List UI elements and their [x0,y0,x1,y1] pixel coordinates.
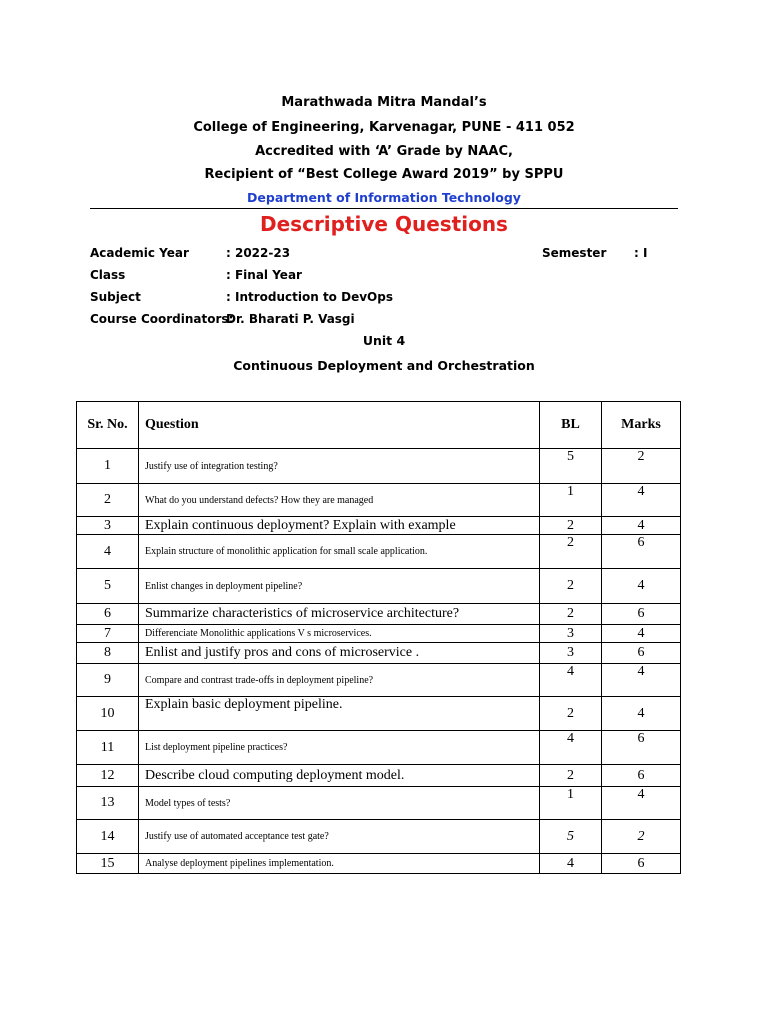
row-question: Explain structure of monolithic application for small scale application. [139,535,540,569]
row-sr: 9 [77,664,139,697]
row-bl: 2 [540,697,602,731]
table-row [77,625,681,643]
row-bl: 2 [540,765,602,787]
subject-label: Subject [90,290,141,304]
row-marks: 2 [602,449,681,484]
unit-number: Unit 4 [362,333,406,348]
row-sr: 5 [77,569,139,604]
row-bl: 2 [540,517,602,535]
coordinator-value: Dr. Bharati P. Vasgi [226,312,355,326]
header-divider [90,208,678,209]
class-label: Class [90,268,126,282]
row-bl: 1 [540,484,602,517]
row-marks: 4 [602,697,681,731]
column-header-question: Question [139,402,540,449]
row-question: What do you understand defects? How they are managed [139,484,540,517]
row-marks: 6 [602,643,681,664]
header-line-1: Marathwada Mitra Mandal’s [281,95,487,110]
academic-year-label: Academic Year [90,246,189,260]
row-bl: 2 [540,535,602,569]
table-row [77,854,681,874]
row-question: Summarize characteristics of microservice architecture? [139,604,540,625]
row-marks: 4 [602,625,681,643]
row-marks: 4 [602,569,681,604]
row-question: Describe cloud computing deployment model. [139,765,540,787]
page-title: Descriptive Questions [260,212,508,236]
table-row [77,449,681,484]
row-sr: 10 [77,697,139,731]
row-sr: 15 [77,854,139,874]
row-sr: 14 [77,820,139,854]
semester-label: Semester [542,246,607,260]
row-sr: 4 [77,535,139,569]
row-bl: 1 [540,787,602,820]
row-sr: 3 [77,517,139,535]
class-value: : Final Year [226,268,302,282]
row-sr: 12 [77,765,139,787]
header-line-3: Accredited with ‘A’ Grade by NAAC, [255,144,513,159]
table-row [77,535,681,569]
row-sr: 7 [77,625,139,643]
row-sr: 2 [77,484,139,517]
row-question: Enlist and justify pros and cons of microservice . [139,643,540,664]
table-row [77,643,681,664]
table-row [77,731,681,765]
row-marks: 4 [602,517,681,535]
column-header-bl: BL [540,402,602,449]
row-bl: 3 [540,643,602,664]
header-line-2: College of Engineering, Karvenagar, PUNE - 411 052 [193,120,575,135]
row-question: Justify use of integration testing? [139,449,540,484]
table-row [77,604,681,625]
column-header-marks: Marks [602,402,681,449]
row-marks: 4 [602,664,681,697]
row-question: Model types of tests? [139,787,540,820]
row-sr: 1 [77,449,139,484]
row-question: Differenciate Monolithic applications V s microservices. [139,625,540,643]
academic-year-value: : 2022-23 [226,246,291,260]
row-marks: 4 [602,484,681,517]
row-bl: 2 [540,569,602,604]
row-marks: 6 [602,731,681,765]
row-marks: 6 [602,535,681,569]
table-row [77,664,681,697]
row-bl: 5 [540,449,602,484]
row-bl: 4 [540,731,602,765]
table-row [77,820,681,854]
row-sr: 11 [77,731,139,765]
header-line-4: Recipient of “Best College Award 2019” by SPPU [204,167,564,182]
row-question: Explain basic deployment pipeline. [139,697,540,731]
row-question: Compare and contrast trade-offs in deployment pipeline? [139,664,540,697]
row-question: List deployment pipeline practices? [139,731,540,765]
row-sr: 8 [77,643,139,664]
table-row [77,517,681,535]
row-bl: 2 [540,604,602,625]
row-question: Analyse deployment pipelines implementation. [139,854,540,874]
row-marks: 2 [602,820,681,854]
questions-table [76,401,681,874]
unit-title: Continuous Deployment and Orchestration [233,358,535,373]
table-row [77,697,681,731]
row-question: Justify use of automated acceptance test gate? [139,820,540,854]
row-question: Explain continuous deployment? Explain with example [139,517,540,535]
row-bl: 4 [540,854,602,874]
row-bl: 3 [540,625,602,643]
row-marks: 6 [602,604,681,625]
row-marks: 6 [602,854,681,874]
table-row [77,765,681,787]
coordinator-label: Course Coordinators: [90,312,234,326]
row-bl: 4 [540,664,602,697]
table-header-row [77,402,681,449]
subject-value: : Introduction to DevOps [226,290,393,304]
row-sr: 6 [77,604,139,625]
department-name: Department of Information Technology [247,190,521,205]
column-header-sr: Sr. No. [77,402,139,449]
table-row [77,484,681,517]
row-marks: 6 [602,765,681,787]
table-row [77,569,681,604]
row-marks: 4 [602,787,681,820]
row-sr: 13 [77,787,139,820]
row-bl: 5 [540,820,602,854]
semester-value: : I [634,246,648,260]
table-row [77,787,681,820]
row-question: Enlist changes in deployment pipeline? [139,569,540,604]
